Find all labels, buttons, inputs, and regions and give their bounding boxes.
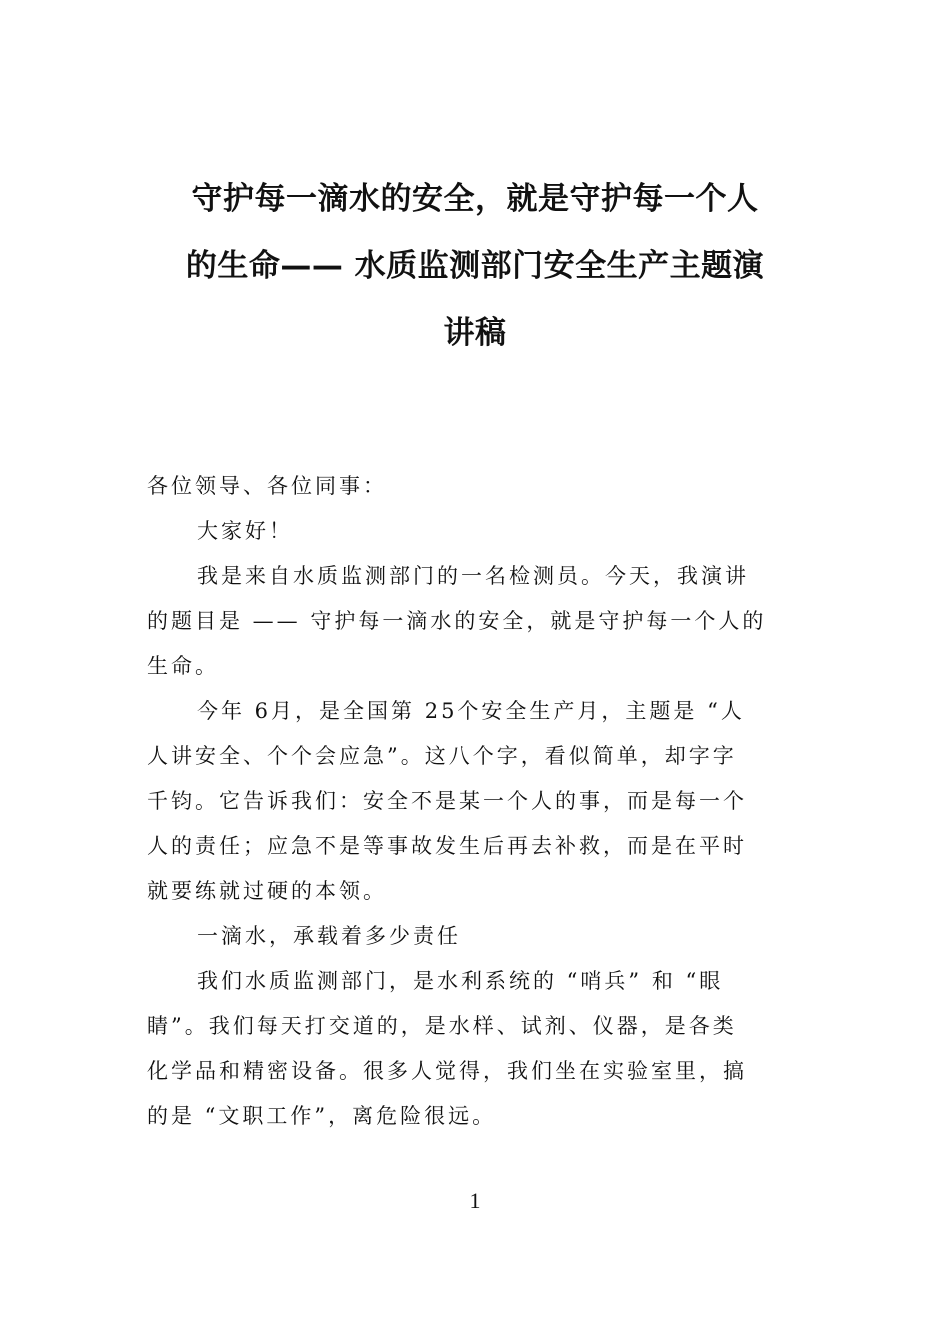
text-line: 人的责任；应急不是等事故发生后再去补救，而是在平时 [147,834,747,858]
safety-month-paragraph [147,689,807,914]
text-line: 生命。 [147,654,219,678]
greeting-paragraph [147,509,807,554]
text-line: 人讲安全、个个会应急”。这八个字，看似简单，却字字 [147,744,737,768]
title-line: 守护每一滴水的安全，就是守护每一个人 [191,181,759,217]
text-line: 千钧。它告诉我们：安全不是某一个人的事，而是每一个 [147,789,747,813]
section-heading [147,914,807,959]
text-line: 今年 6月，是全国第 25个安全生产月，主题是 “人 [197,699,745,723]
text-line: 我是来自水质监测部门的一名检测员。今天，我演讲 [197,564,749,588]
salutation [147,464,807,509]
text-line: 睛”。我们每天打交道的，是水样、试剂、仪器，是各类 [147,1014,737,1038]
text-line: 大家好！ [197,519,293,543]
text-line: 一滴水，承载着多少责任 [197,924,461,948]
document-title [140,166,810,367]
intro-paragraph [147,554,807,689]
page-number: 1 [469,1188,481,1213]
text-line: 的是 “文职工作”，离危险很远。 [147,1104,497,1128]
document-body [147,464,807,1139]
text-line: 各位领导、各位同事： [147,474,387,498]
title-line: 讲稿 [443,315,507,351]
text-line: 的题目是 —— 守护每一滴水的安全，就是守护每一个人的 [147,609,767,633]
title-line: 的生命—— 水质监测部门安全生产主题演 [185,248,765,284]
text-line: 就要练就过硬的本领。 [147,879,387,903]
text-line: 化学品和精密设备。很多人觉得，我们坐在实验室里，搞 [147,1059,747,1083]
department-paragraph [147,959,807,1139]
text-line: 我们水质监测部门，是水利系统的 “哨兵” 和 “眼 [197,969,724,993]
